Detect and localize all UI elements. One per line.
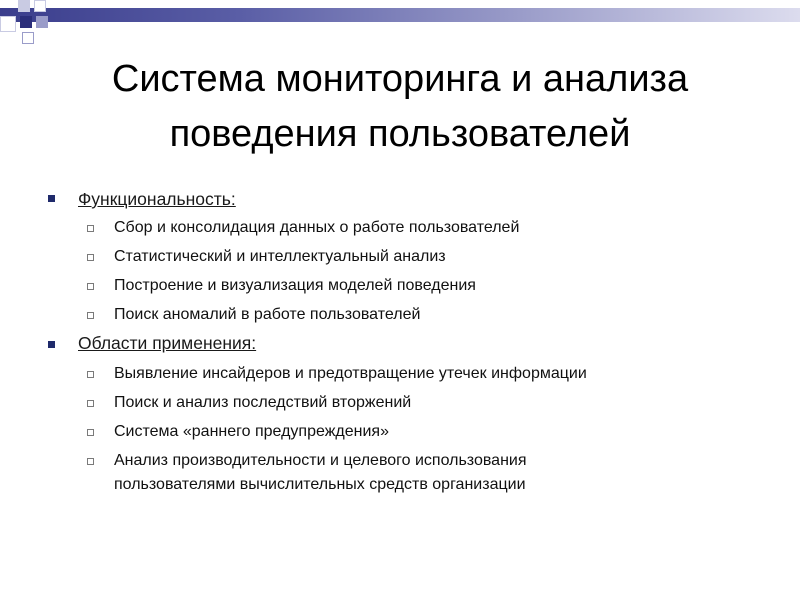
list-item: Поиск и анализ последствий вторжений [114, 394, 412, 411]
list-item-continuation: пользователями вычислительных средств организации [114, 476, 526, 493]
item-bullet-icon [87, 458, 94, 465]
deco-square [20, 16, 32, 28]
deco-square [34, 0, 46, 12]
item-bullet-icon [87, 312, 94, 319]
section-heading-applications: Области применения: [78, 333, 257, 353]
slide-title [0, 52, 800, 162]
section-bullet-icon [48, 341, 55, 348]
list-item: Система «раннего предупреждения» [114, 423, 389, 440]
list-item: Поиск аномалий в работе пользователей [114, 306, 421, 323]
slide-title-line-1: Система мониторинга и анализа [111, 58, 689, 100]
item-bullet-icon [87, 283, 94, 290]
section-bullet-icon [48, 195, 55, 202]
slide-title-line-2: поведения пользователей [169, 113, 631, 155]
deco-square [36, 16, 48, 28]
list-item: Выявление инсайдеров и предотвращение утечек информации [114, 365, 587, 382]
list-item: Построение и визуализация моделей поведения [114, 277, 476, 294]
item-bullet-icon [87, 225, 94, 232]
item-bullet-icon [87, 400, 94, 407]
deco-square [22, 32, 34, 44]
deco-square [18, 0, 30, 12]
item-bullet-icon [87, 254, 94, 261]
header-band [0, 8, 800, 22]
list-item: Статистический и интеллектуальный анализ [114, 248, 446, 265]
deco-square [0, 16, 16, 32]
list-item: Анализ производительности и целевого использования [114, 452, 527, 469]
item-bullet-icon [87, 371, 94, 378]
list-item: Сбор и консолидация данных о работе пользователей [114, 219, 520, 236]
item-bullet-icon [87, 429, 94, 436]
section-heading-functionality: Функциональность: [78, 189, 236, 209]
